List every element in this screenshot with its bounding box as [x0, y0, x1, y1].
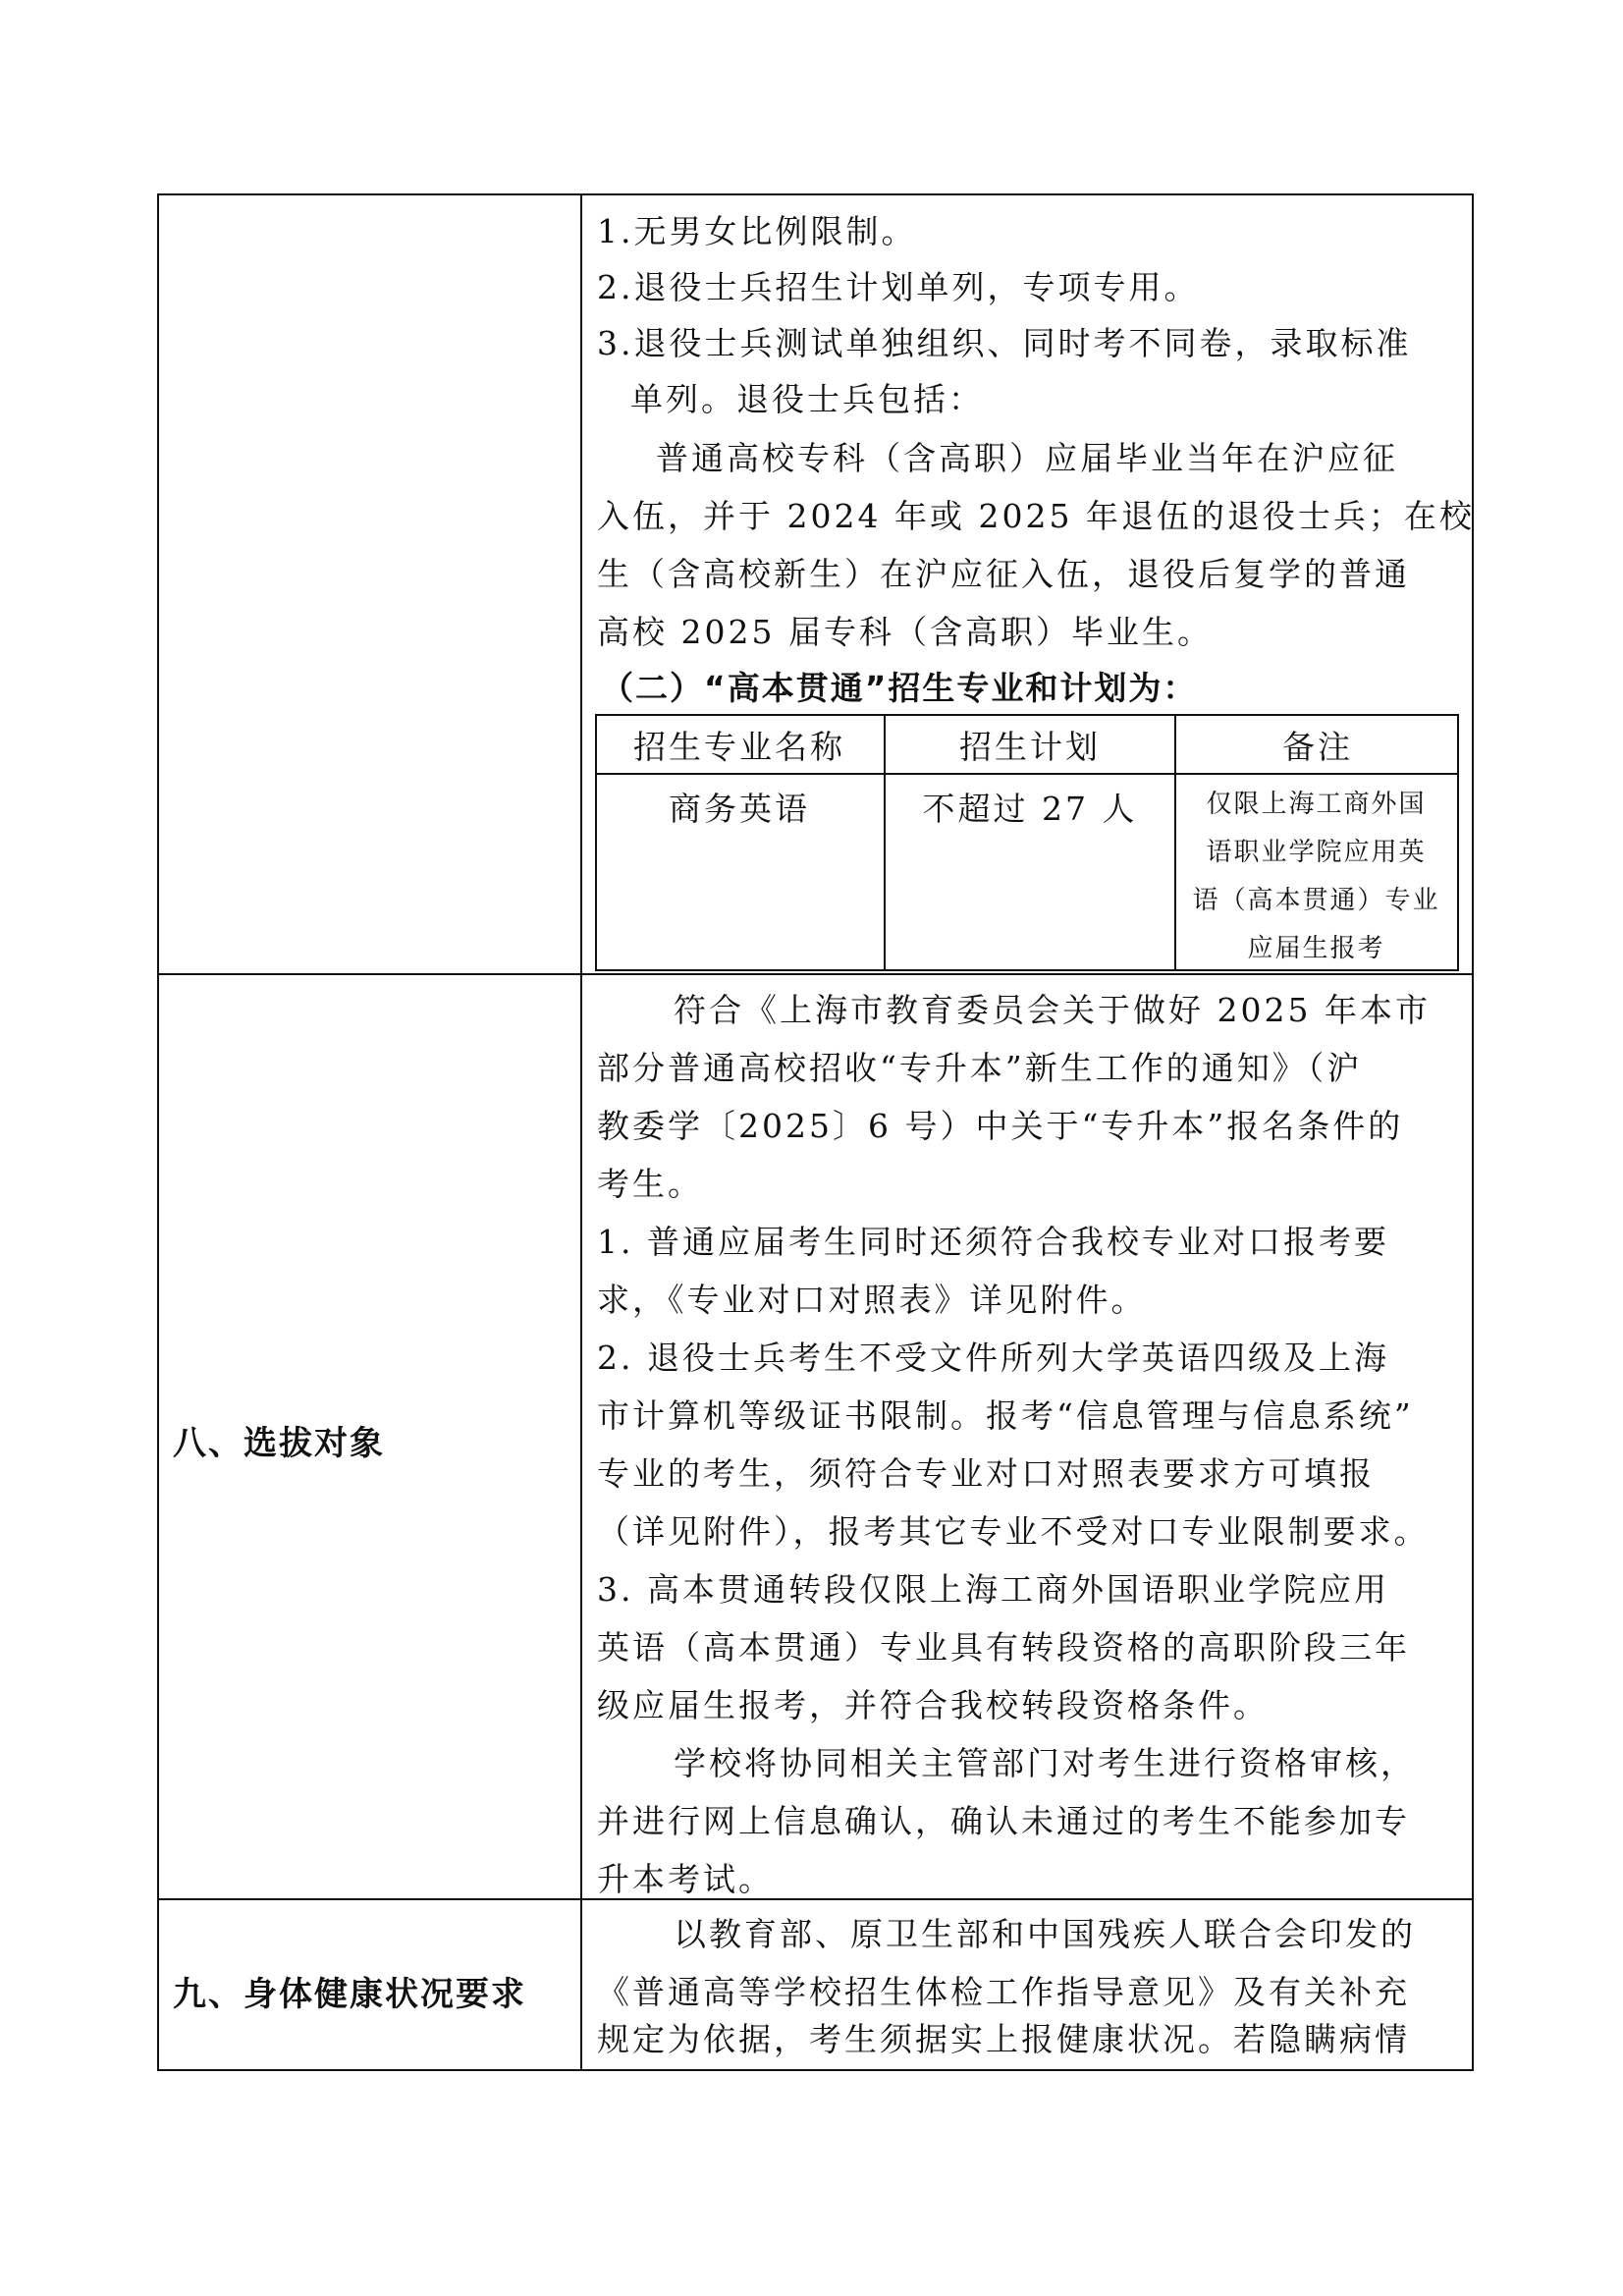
row8-line: 英语（高本贯通）专业具有转段资格的高职阶段三年: [597, 1628, 1410, 1667]
row8-label: 八、选拔对象: [173, 1424, 385, 1463]
row8-line: （详见附件），报考其它专业不受对口专业限制要求。: [597, 1512, 1430, 1551]
row8-line: 级应届生报考，并符合我校转段资格条件。: [597, 1686, 1269, 1724]
row9-label: 九、身体健康状况要求: [173, 1975, 526, 2014]
row8-line: 专业的考生，须符合专业对口对照表要求方可填报: [597, 1454, 1375, 1493]
row8-line: 学校将协同相关主管部门对考生进行资格审核，: [674, 1744, 1416, 1782]
plan-header-note: 备注: [1282, 728, 1353, 766]
row8-line: 符合《上海市教育委员会关于做好 2025 年本市: [674, 991, 1431, 1029]
row7-line: 单列。退役士兵包括：: [630, 380, 984, 418]
plan-note-line: 应届生报考: [1247, 934, 1385, 963]
row8-line: 市计算机等级证书限制。报考“信息管理与信息系统”: [597, 1396, 1414, 1435]
row8-line: 1. 普通应届考生同时还须符合我校专业对口报考要: [597, 1223, 1389, 1261]
plan-header-major: 招生专业名称: [633, 728, 845, 766]
plan-table-header-divider: [595, 773, 1459, 775]
plan-cell-note: [1176, 781, 1456, 973]
row7-line: 1.无男女比例限制。: [597, 212, 917, 250]
row-divider-9: [157, 1898, 1474, 1900]
row8-line: 教委学〔2025〕6 号）中关于“专升本”报名条件的: [597, 1107, 1404, 1145]
row7-line: 2.退役士兵招生计划单列，专项专用。: [597, 268, 1200, 306]
row8-line: 求，《专业对口对照表》详见附件。: [597, 1281, 1147, 1319]
row9-line: 《普通高等学校招生体检工作指导意见》及有关补充: [597, 1973, 1410, 2011]
row9-line: 规定为依据，考生须据实上报健康状况。若隐瞒病情: [597, 2020, 1410, 2058]
plan-note-line: 语（高本贯通）专业: [1192, 886, 1440, 915]
row7-line: 生（含高校新生）在沪应征入伍，退役后复学的普通: [597, 555, 1410, 593]
plan-subheading: （二）“高本贯通”招生专业和计划为：: [601, 669, 1198, 707]
row-divider-8: [157, 973, 1474, 975]
row7-line: 3.退役士兵测试单独组织、同时考不同卷，录取标准: [597, 324, 1412, 362]
row7-line: 高校 2025 届专科（含高职）毕业生。: [597, 613, 1213, 651]
row8-line: 升本考试。: [597, 1860, 774, 1898]
row8-line: 部分普通高校招收“专升本”新生工作的通知》（沪: [597, 1049, 1363, 1087]
plan-note-line: 语职业学院应用英: [1206, 838, 1427, 867]
row7-line: 普通高校专科（含高职）应届毕业当年在沪应征: [656, 439, 1398, 477]
row7-line: 入伍，并于 2024 年或 2025 年退伍的退役士兵；在校: [597, 497, 1475, 535]
row8-line: 考生。: [597, 1165, 703, 1203]
plan-header-plan: 招生计划: [959, 728, 1101, 766]
plan-cell-major: 商务英语: [669, 790, 810, 828]
plan-cell-plan: 不超过 27 人: [922, 790, 1138, 828]
plan-note-line: 仅限上海工商外国: [1206, 790, 1427, 819]
row8-line: 并进行网上信息确认，确认未通过的考生不能参加专: [597, 1802, 1410, 1840]
row9-line: 以教育部、原卫生部和中国残疾人联合会印发的: [674, 1915, 1416, 1953]
row8-line: 2. 退役士兵考生不受文件所列大学英语四级及上海: [597, 1339, 1389, 1377]
column-divider: [580, 193, 582, 2071]
row8-line: 3. 高本贯通转段仅限上海工商外国语职业学院应用: [597, 1570, 1389, 1609]
